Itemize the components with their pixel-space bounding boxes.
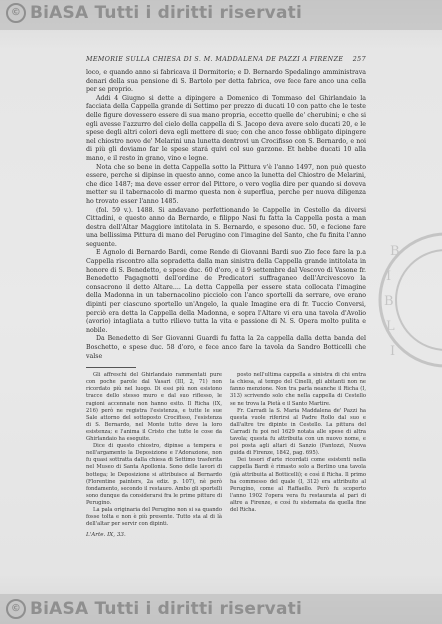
paragraph: Nota che so bene in detta Cappella sotto la Pittura v'è l'anno 1497, non può questo essere, perche si dipinse in questo anno, come anco la lunetta del Chiostro de Melarini, che dice 1487; ma deve esser error del Pittore, o vero voglia dire per quando si doveva metter su il tabernacolo di marmo questa non è superflua, perche per nuova diligenza ho trovato esser l'anno 1485. (86, 163, 366, 205)
svg-text:L: L (386, 319, 395, 334)
paragraph: Addi 4 Giugno si dette a dipingere a Domenico di Tommaso del Ghirlandaio la facciata della Cappella grande di Settimo per prezzo di ducati 10 con patto che le teste delle figure dovessero essere di sua mano propria, eccetto quelle de' cherubini; e che si egli avesse l'azzurro del cielo della cappella di S. Jacopo deva avere solo ducati 20, e le spese degli altri colori deva egli mettere di suo; con che anco fosse obbligato dipingere nel chiostro novo de' Melarini una lunetta dentrovi un Crocifisso con S. Bernardo, e noi di più gli doviamo far le spese stará quivi col suo garzone. Et hebbe ducati 10 alla mano, e il resto in grano, vino e legne. (86, 94, 366, 162)
paragraph: Da Benedetto di Ser Giovanni Guardi fu fatta la 2a cappella dalla detta banda del Boschetto, e spese duc. 58 d'oro, e fece anco fare la tavola da Sandro Botticelli che valse (86, 335, 366, 360)
footnote: Fr. Carradi la S. Maria Maddalena de' Pazzi ha questa vuole riferirsi al Padre Rollo dal suo e dall'altre tre dipinte in Cestello. La pittura del Carradi fu poi nel 1629 notata alle spese di altra tavola; questa fu attribuita con un nuovo nome, e poi posta agli altari di Sanzio (Fantozzi, Nuova guida di Firenze, 1842, pag. 695). (230, 407, 366, 457)
copyright-icon: © (6, 3, 26, 23)
footnotes-right-column (230, 372, 366, 528)
library-seal-icon (376, 205, 442, 395)
footnote-divider (86, 367, 136, 368)
watermark-top (6, 2, 302, 24)
footnote: La pala originaria del Perugino non si sa quando fosse tolta e non è più presente. Tutto sta al di là dell'altar per servir con dipinti. (86, 506, 222, 528)
running-title: MEMORIE SULLA CHIESA DI S. M. MADDALENA DE PAZZI A FIRENZE (86, 56, 344, 63)
running-header (86, 56, 366, 63)
footnote: posto nell'ultima cappella a sinistra di chi entra la chiesa, al tempo del Cinelli, gli abitanti non ne fanno menzione. Non tra parla neanche il Richa (I, 313) scrivendo solo che nella cappella di Cestello se ne trova la Pietà e il Santo Martire. (230, 372, 366, 407)
svg-text:B: B (384, 294, 394, 309)
signature-mark: L'Arte. IX, 33. (86, 532, 126, 539)
paragraph: E Agnolo di Bernardo Bardi, come Rende di Giovanni Bardi suo Zio fece fare la p.a Cappella riscontro alla sopradetta dalla man sinistra della Cappella grande intitolata in honore di S. Benedetto, e spese duc. 60 d'oro, e il 9 settembre dal Vescovo di Vasone fr. Benedetto Pagagnotti dell'ordine de Predicatori suffraganeo dell'Arcivescovo la consacrono il detto Altare.... La detta Cappella per essere stata collocata l'imagine della Madonna in un tabernacolino picciolo con l'anco sportelli da serrare, ove erano dipinti per ciascuno sportello un'Angelo, la quale Imagine era di fr. Tuccio Conversi, perciò era detta la Cappella della Madonna, e sopra l'Altare vi era una tavola d'Avolio (avorio) intagliata a tutto rilievo tutta la vita e passione di N. S. Opera molto pulita e nobile. (86, 249, 366, 334)
watermark-bottom-text: BiASA Tutti i diritti riservati (30, 599, 302, 619)
main-text (86, 69, 366, 361)
footnote: Dice di questo chiostro, dipinse a tempera e nell'argamento la Deposizione e l'Adorazione, non fu quasi sottratta dalla chiesa di Settimo trasferita nel Museo di Santa Apollonia. Sono delle lavori di bottega; le Deposizione si attribuisce al Bernardo (Florentine painters, 2a ediz. p. 107), nè però fondamento, secondo il restauro. Ambo gli sportelli sono dunque da considerarsi fra le prime pitture di Perugino. (86, 443, 222, 506)
watermark-top-text: BiASA Tutti i diritti riservati (30, 3, 302, 23)
paragraph: (fol. 59 v.). 1488. Si andavano perfettionando le Cappelle in Cestello da diversi Cittadini, e questo anno da Bernardo, e filippo Nasi fu fatta la Cappella posta a man destra dell'Altar Maggiore intitolata in S. Bernardo, e spesono duc. 50, e fecione fare una bellissima Pittura di mano del Perugino con l'imagine del Santo, che fu finita l'anno seguente. (86, 206, 366, 248)
footnote: Gli affreschi del Ghirlandaio rammentati pure con poche parole dal Vasari (III, 2, 71) non ricordato più nel luogo. Di essi più non esistono tracce dello stesso muro e dal suo riflesso, le ragioni accennate non hanno esito. Il Richa (IX, 216) però ne registra l'esistenza, e tutte le sue Sale attorno del sottoposto Crocifisso, l'esistenza di S. Bernardo, nel Monte tutto deve la loro esistenza; e l'anima il Cristo che tutte le cose da Ghirlandaio ha eseguite. (86, 372, 222, 443)
page-number: 257 (352, 56, 366, 63)
footnote: Dei tesori d'arte ricordati come esistenti nella cappella Bardi è rimasto solo a Berlino una tavola (già attribuita al Botticelli); e così il Richa. Il primo ha commesso del quale (I, 312) era attribuito al Perugino, come al Raffaello. Però fu scoperto l'anno 1902 l'opera vera fu restaurata al pari di altre a Firenze, e così fu sistemata da quella fine del Richa. (230, 457, 366, 513)
page-content (86, 56, 366, 538)
footnotes-left-column (86, 372, 222, 528)
copyright-icon: © (6, 599, 26, 619)
footnotes (86, 372, 366, 528)
svg-text:I: I (386, 269, 392, 284)
watermark-bottom (6, 598, 302, 620)
svg-text:B: B (390, 244, 400, 259)
svg-text:I: I (390, 344, 396, 359)
paragraph: loco, e quando anno si fabricava il Dormitorio; e D. Bernardo Spedalingo amministrava denari della sua pensione di S. Bartolo per detta fabrica, ove fece fare anco una cella per se proprio. (86, 69, 366, 94)
